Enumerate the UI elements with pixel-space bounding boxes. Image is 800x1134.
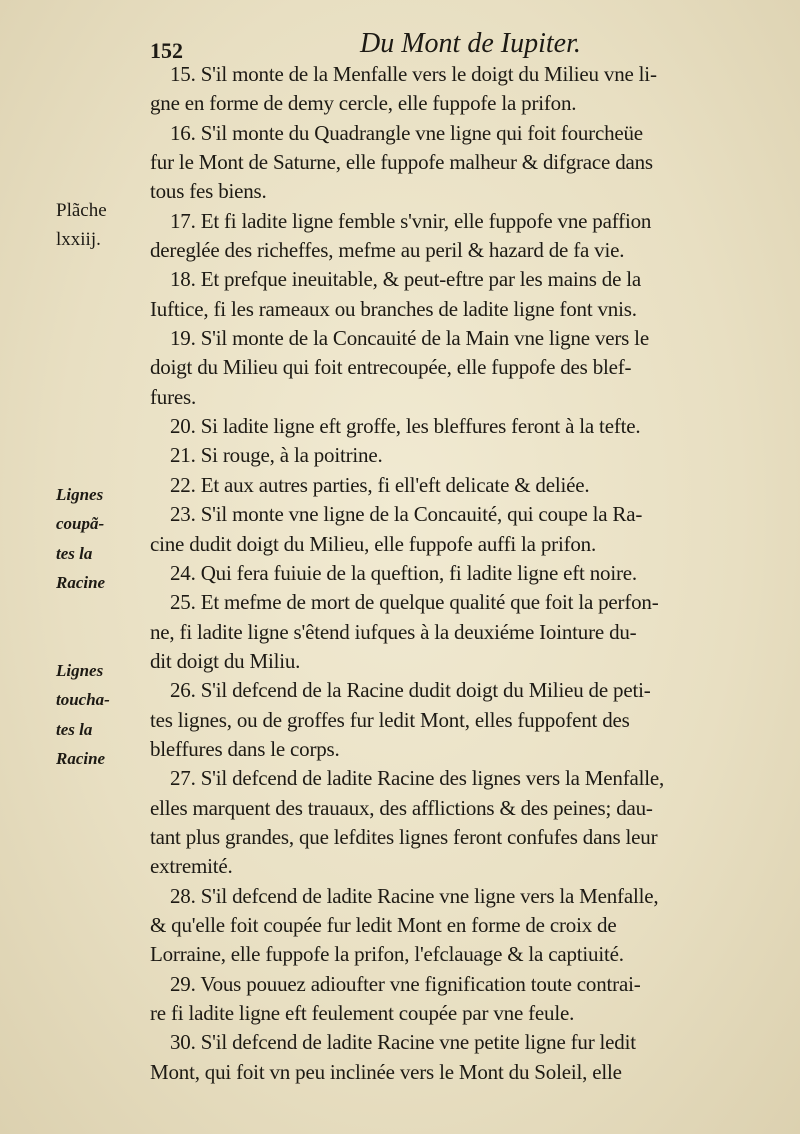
text-line: fures. [150,384,197,409]
text-line: tant plus grandes, que lefdites lignes feront confufes dans leur [150,824,658,849]
margin-note-lignes-touchantes [56,656,150,773]
text-line: Iuftice, fi les rameaux ou branches de ladite ligne font vnis. [150,296,637,321]
margin-note-planche [56,196,150,255]
text-line: 24. Qui fera fuiuie de la queftion, fi ladite ligne eft noire. [170,560,637,585]
margin-note-lignes-coupantes [56,480,150,597]
margin-note-line: Racine [56,749,106,769]
text-line: 23. S'il monte vne ligne de la Concauité, qui coupe la Ra- [170,502,643,527]
text-line: fur le Mont de Saturne, elle fuppofe malheur & difgrace dans [150,150,653,175]
text-line: 30. S'il defcend de ladite Racine vne petite ligne fur ledit [170,1030,636,1055]
margin-note-line: lxxiij. [56,229,101,251]
running-title: Du Mont de Iupiter. [360,28,581,59]
text-line: 16. S'il monte du Quadrangle vne ligne qui foit fourcheüe [170,120,643,145]
margin-note-line: tes la [56,719,93,739]
text-line: Lorraine, elle fuppofe la prifon, l'efclauage & la captiuité. [150,942,624,967]
text-line: dereglée des richeffes, mefme au peril & hazard de fa vie. [150,238,625,263]
body-text [150,60,770,1087]
text-line: 22. Et aux autres parties, fi ell'eft delicate & deliée. [170,472,590,497]
text-line: doigt du Milieu qui foit entrecoupée, elle fuppofe des blef- [150,355,632,380]
text-line: 29. Vous pouuez adioufter vne fignification toute contrai- [170,971,641,996]
text-line: gne en forme de demy cercle, elle fuppofe la prifon. [150,91,577,116]
text-line: 18. Et prefque ineuitable, & peut-eftre par les mains de la [170,267,642,292]
text-line: 17. Et fi ladite ligne femble s'vnir, elle fuppofe vne paffion [170,208,652,233]
text-line: 26. S'il defcend de la Racine dudit doigt du Milieu de peti- [170,678,651,703]
text-line: bleffures dans le corps. [150,736,340,761]
margin-note-line: tes la [56,543,93,563]
text-line: re fi ladite ligne eft feulement coupée par vne feule. [150,1001,575,1025]
text-line: 19. S'il monte de la Concauité de la Main vne ligne vers le [170,326,649,351]
text-line: 28. S'il defcend de ladite Racine vne ligne vers la Menfalle, [170,883,659,908]
text-line: extremité. [150,854,233,879]
text-line: elles marquent des trauaux, des afflictions & des peines; dau- [150,795,653,820]
text-line: Mont, qui foit vn peu inclinée vers le Mont du Soleil, elle [150,1059,622,1084]
text-line: & qu'elle foit coupée fur ledit Mont en forme de croix de [150,912,617,937]
text-line: ne, fi ladite ligne s'êtend iufques à la deuxiéme Iointure du- [150,619,637,644]
margin-note-line: Racine [56,573,106,593]
margin-note-line: Lignes [56,485,104,504]
text-line: 21. Si rouge, à la poitrine. [170,443,383,468]
margin-note-line: toucha- [56,690,110,710]
page-number: 152 [150,38,183,63]
text-line: dit doigt du Miliu. [150,648,301,673]
margin-note-line: Lignes [56,661,104,680]
text-line: 15. S'il monte de la Menfalle vers le doigt du Milieu vne li- [170,62,657,86]
text-line: 25. Et mefme de mort de quelque qualité que foit la perfon- [170,590,659,615]
text-line: tes lignes, ou de groffes fur ledit Mont, elles fuppofent des [150,707,630,732]
text-line: 27. S'il defcend de ladite Racine des lignes vers la Menfalle, [170,766,665,791]
text-line: tous fes biens. [150,179,267,204]
margin-note-line: coupã- [56,514,105,534]
text-line: 20. Si ladite ligne eft groffe, les bleffures feront à la tefte. [170,414,641,439]
text-line: cine dudit doigt du Milieu, elle fuppofe auffi la prifon. [150,531,597,556]
margin-note-line: Plãche [56,200,107,221]
